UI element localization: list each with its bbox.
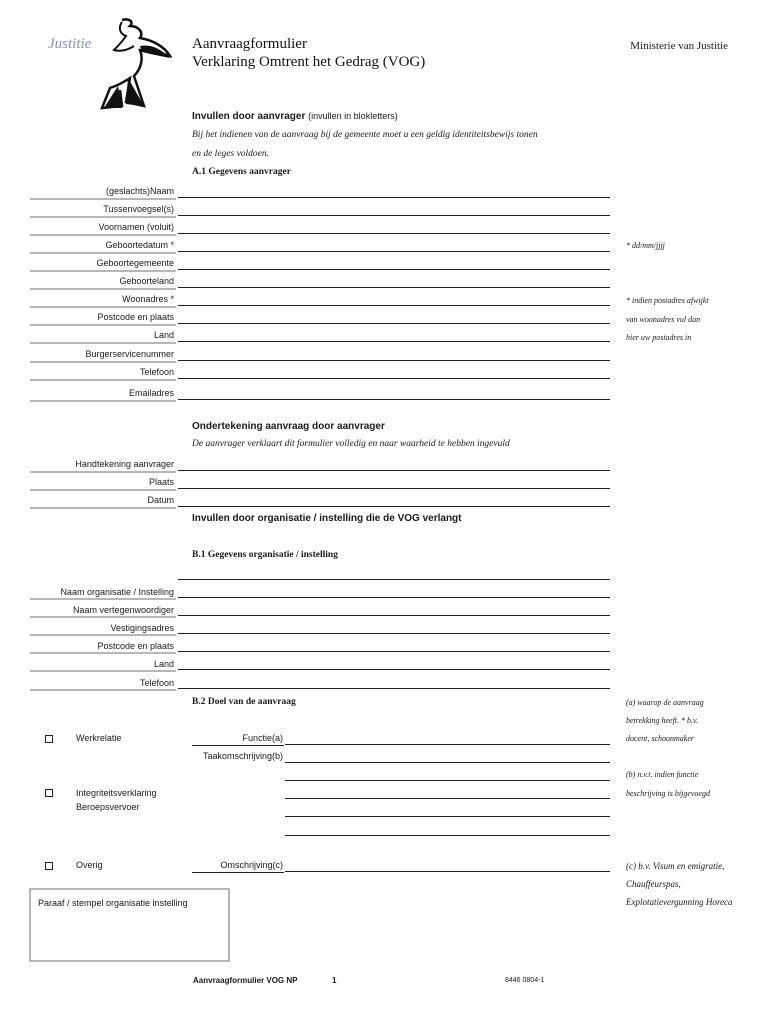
section-a-heading — [192, 111, 398, 122]
section-b1-heading: B.1 Gegevens organisatie / instelling — [192, 550, 338, 560]
divider — [192, 872, 284, 873]
note-address-line3: hier uw postadres in — [626, 333, 692, 342]
stamp-box-label: Paraaf / stempel organisatie instelling — [38, 898, 188, 908]
field-label-datum: Datum — [147, 495, 174, 505]
field-line-bsn[interactable] — [178, 360, 610, 361]
field-line-land[interactable] — [178, 341, 610, 342]
checkbox-integriteit[interactable] — [45, 789, 53, 797]
note-address-line1: * indien postadres afwijkt — [626, 296, 709, 305]
divider — [30, 324, 176, 326]
field-line-geboortedatum[interactable] — [178, 251, 610, 252]
field-line-sign-plaats[interactable] — [178, 488, 610, 489]
field-label-bsn: Burgerservicenummer — [85, 349, 174, 359]
field-label-org-land: Land — [153, 659, 174, 669]
field-line-woonadres[interactable] — [178, 305, 610, 306]
divider — [30, 234, 176, 236]
field-label-geboortegemeente: Geboortegemeente — [96, 258, 174, 268]
divider — [30, 400, 176, 402]
label-functie: Functie(a) — [242, 733, 283, 743]
section-a-heading-sub: (invullen in blokletters) — [308, 111, 398, 121]
label-taakomschrijving: Taakomschrijving(b) — [202, 751, 283, 761]
divider — [30, 616, 176, 618]
note-b-line2: beschrijving is bijgevoegd — [626, 789, 710, 798]
field-label-postcode: Postcode en plaats — [97, 312, 174, 322]
logo-text: Justitie — [48, 36, 92, 52]
section-a-heading-main: Invullen door aanvrager — [192, 111, 306, 122]
note-c-line2: Chauffeurspas, — [626, 879, 681, 889]
field-line-functie[interactable] — [285, 744, 610, 745]
field-label-voornamen: Voornamen (voluit) — [98, 222, 174, 232]
divider — [30, 598, 176, 600]
divider — [30, 379, 176, 381]
field-label-org-postcode: Postcode en plaats — [97, 641, 174, 651]
label-omschrijving: Omschrijving(c) — [220, 860, 283, 870]
section-a-intro-line2: en de leges voldoen. — [192, 149, 270, 159]
divider — [30, 342, 176, 344]
note-address-line2: van woonadres vul dan — [626, 315, 701, 324]
field-label-org-telefoon: Telefoon — [139, 678, 174, 688]
field-line-org-telefoon[interactable] — [178, 688, 610, 689]
footer-code: 8446 0804-1 — [505, 977, 545, 984]
field-label-telefoon: Telefoon — [139, 367, 174, 377]
field-line-postcode[interactable] — [178, 323, 610, 324]
section-a-intro-line1: Bij het indienen van de aanvraag bij de gemeente moet u een geldig identiteitsbewijs tonen — [192, 130, 538, 140]
field-line-omschrijving[interactable] — [285, 871, 610, 872]
divider — [30, 471, 176, 473]
field-line-tussenvoegsel[interactable] — [178, 215, 610, 216]
divider — [30, 652, 176, 654]
field-line-integriteit-1[interactable] — [285, 798, 610, 799]
note-b-line1: (b) n.v.t. indien functie — [626, 770, 699, 779]
field-line-email[interactable] — [178, 399, 610, 400]
field-line-vestigingsadres[interactable] — [178, 633, 610, 634]
field-line-voornamen[interactable] — [178, 233, 610, 234]
divider — [30, 489, 176, 491]
form-title-line2: Verklaring Omtrent het Gedrag (VOG) — [192, 54, 426, 70]
divider — [30, 198, 176, 200]
signature-heading: Ondertekening aanvraag door aanvrager — [192, 421, 385, 432]
field-label-geboortedatum: Geboortedatum * — [105, 240, 174, 250]
section-a1-heading: A.1 Gegevens aanvrager — [192, 167, 291, 177]
ministry-name: Ministerie van Justitie — [630, 40, 728, 52]
note-a-line3: docent, schoonmaker — [626, 734, 694, 743]
divider — [30, 689, 176, 691]
divider — [30, 288, 176, 290]
field-label-vestigingsadres: Vestigingsadres — [110, 623, 174, 633]
checkbox-werkrelatie[interactable] — [45, 735, 53, 743]
field-line-taakomschrijving[interactable] — [285, 762, 610, 763]
note-a-line1: (a) waarop de aanvraag — [626, 698, 704, 707]
signature-declaration: De aanvrager verklaart dit formulier volledig en naar waarheid te hebben ingevuld — [192, 439, 510, 449]
option-label-overig: Overig — [76, 860, 103, 870]
field-line-integriteit-2[interactable] — [285, 816, 610, 817]
field-label-handtekening: Handtekening aanvrager — [75, 459, 174, 469]
field-line-handtekening[interactable] — [178, 470, 610, 471]
field-line-org-land[interactable] — [178, 669, 610, 670]
field-label-land: Land — [153, 330, 174, 340]
field-line-organisatie[interactable] — [178, 597, 610, 598]
option-label-integriteit-line1: Integriteitsverklaring — [76, 788, 157, 798]
field-line-telefoon[interactable] — [178, 378, 610, 379]
field-line-b1-top[interactable] — [178, 579, 610, 580]
field-label-tussenvoegsel: Tussenvoegsel(s) — [103, 204, 174, 214]
form-title-line1: Aanvraagformulier — [192, 36, 307, 52]
field-line-naam[interactable] — [178, 197, 610, 198]
option-label-integriteit — [76, 786, 157, 814]
divider — [30, 507, 176, 509]
field-label-organisatie: Naam organisatie / Instelling — [60, 587, 174, 597]
field-line-org-postcode[interactable] — [178, 651, 610, 652]
divider — [30, 216, 176, 218]
divider — [30, 361, 176, 363]
field-line-geboortegemeente[interactable] — [178, 269, 610, 270]
divider — [30, 634, 176, 636]
option-label-werkrelatie: Werkrelatie — [76, 733, 122, 743]
field-line-geboorteland[interactable] — [178, 287, 610, 288]
note-date-format: * dd/mm/jjjj — [626, 241, 665, 250]
field-label-geboorteland: Geboorteland — [119, 276, 174, 286]
justitia-logo-icon — [100, 16, 172, 112]
field-label-email: Emailadres — [128, 388, 174, 398]
note-c-line3: Explotatievergunning Horeca — [626, 897, 733, 907]
field-label-woonadres: Woonadres * — [122, 294, 174, 304]
field-label-naam: (geslachts)Naam — [105, 186, 174, 196]
note-c-line1: (c) b.v. Visum en emigratie, — [626, 861, 725, 871]
option-label-integriteit-line2: Beroepsvervoer — [76, 802, 140, 812]
field-label-sign-plaats: Plaats — [148, 477, 174, 487]
footer-page-number: 1 — [332, 976, 337, 985]
section-b2-heading: B.2 Doel van de aanvraag — [192, 697, 296, 707]
field-line-vertegenwoordiger[interactable] — [178, 615, 610, 616]
footer-form-name: Aanvraagformulier VOG NP — [193, 976, 298, 985]
divider — [30, 252, 176, 254]
divider — [192, 745, 284, 746]
field-line-taakomschrijving-2[interactable] — [285, 780, 610, 781]
field-line-datum[interactable] — [178, 506, 610, 507]
divider — [30, 306, 176, 308]
note-a-line2: betrekking heeft. * b.v. — [626, 716, 698, 725]
section-b-heading: Invullen door organisatie / instelling die de VOG verlangt — [192, 513, 462, 524]
divider — [30, 270, 176, 272]
field-label-vertegenwoordiger: Naam vertegenwoordiger — [72, 605, 174, 615]
stamp-box[interactable] — [29, 888, 230, 962]
checkbox-overig[interactable] — [45, 862, 53, 870]
divider — [30, 670, 176, 672]
field-line-integriteit-3[interactable] — [285, 835, 610, 836]
